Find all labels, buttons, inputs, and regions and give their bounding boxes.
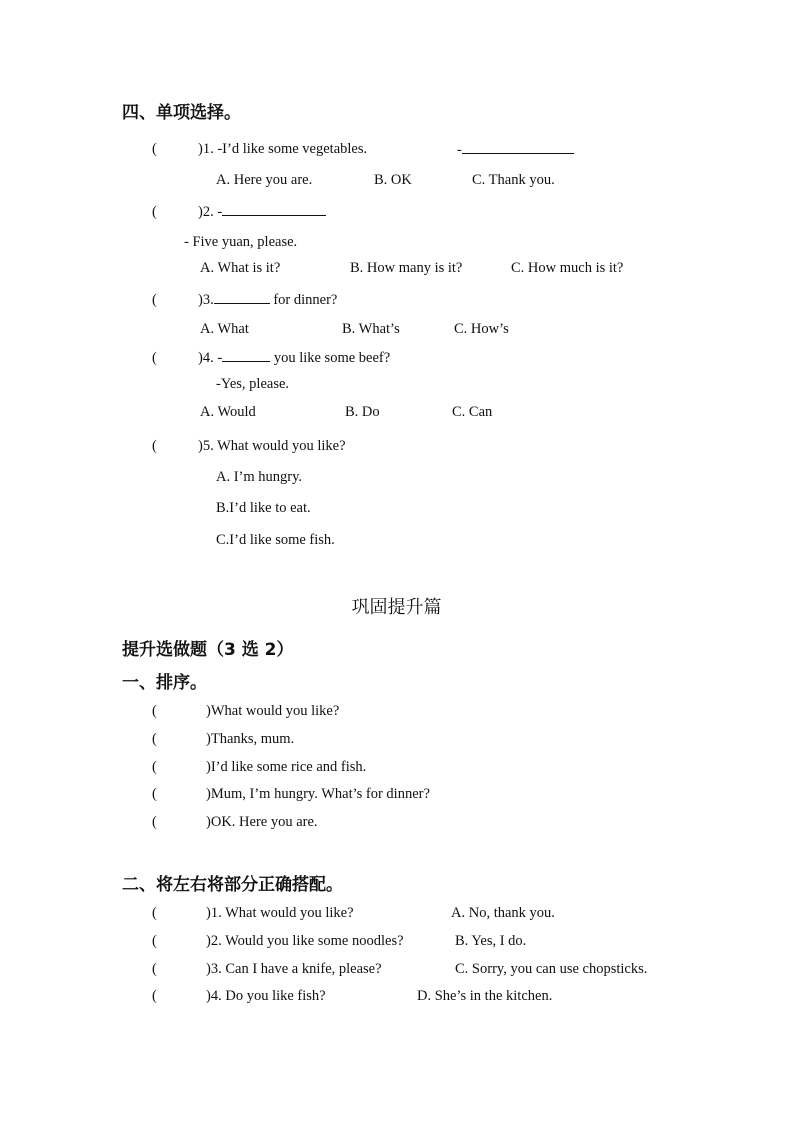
question-5: ( )5. What would you like? (152, 438, 346, 454)
list-item: ( )Thanks, mum. (152, 731, 295, 747)
answer-paren[interactable]: ( (152, 933, 157, 949)
q3-option-c: C. How’s (454, 321, 509, 337)
list-item: ( )I’d like some rice and fish. (152, 759, 367, 775)
question-2-reply: - Five yuan, please. (184, 234, 298, 250)
q3-option-a: A. What (200, 321, 249, 337)
q5-option-c: C.I’d like some fish. (216, 532, 335, 548)
section-4-title: 四、单项选择。 (122, 103, 241, 123)
match-right-item: C. Sorry, you can use chopsticks. (455, 961, 648, 977)
q2-option-a: A. What is it? (200, 260, 281, 276)
question-1: ( )1. -I’d like some vegetables. (152, 141, 368, 157)
answer-paren[interactable]: ( (152, 961, 157, 977)
question-1-reply: - (457, 141, 574, 159)
q5-option-b: B.I’d like to eat. (216, 500, 311, 516)
q3-option-b: B. What’s (342, 321, 400, 337)
match-left-item: ( )2. Would you like some noodles? (152, 933, 404, 949)
match-right-item: A. No, thank you. (451, 905, 555, 921)
q4-option-a: A. Would (200, 404, 256, 420)
q2-option-c: C. How much is it? (511, 260, 624, 276)
match-left-item: ( )4. Do you like fish? (152, 988, 326, 1004)
question-blank[interactable] (214, 291, 270, 304)
answer-paren[interactable]: ( (152, 141, 157, 157)
answer-paren[interactable]: ( (152, 438, 157, 454)
question-blank[interactable] (222, 203, 326, 216)
consolidate-title: 巩固提升篇 (351, 597, 442, 618)
question-4-reply: -Yes, please. (216, 376, 290, 392)
question-1-text: 1. -I’d like some vegetables. (202, 141, 368, 157)
q2-option-b: B. How many is it? (350, 260, 463, 276)
q1-option-b: B. OK (374, 172, 412, 188)
q5-option-a: A. I’m hungry. (216, 469, 303, 485)
answer-paren[interactable]: ( (152, 814, 157, 830)
answer-paren[interactable]: ( (152, 731, 157, 747)
match-left-item: ( )3. Can I have a knife, please? (152, 961, 382, 977)
section-2-title: 二、将左右将部分正确搭配。 (122, 875, 343, 895)
list-item: ( )OK. Here you are. (152, 814, 318, 830)
list-item: ( )Mum, I’m hungry. What’s for dinner? (152, 786, 430, 802)
answer-paren[interactable]: ( (152, 350, 157, 366)
q1-option-c: C. Thank you. (472, 172, 555, 188)
question-2-text: 2. - (202, 204, 223, 220)
q1-option-a: A. Here you are. (216, 172, 313, 188)
answer-paren[interactable]: ( (152, 786, 157, 802)
answer-paren[interactable]: ( (152, 292, 157, 308)
match-right-item: B. Yes, I do. (455, 933, 527, 949)
answer-paren[interactable]: ( (152, 204, 157, 220)
match-left-item: ( )1. What would you like? (152, 905, 354, 921)
list-item: ( )What would you like? (152, 703, 340, 719)
q4-option-b: B. Do (345, 404, 380, 420)
section-1-title: 一、排序。 (122, 673, 207, 693)
reply-blank[interactable] (462, 141, 574, 154)
question-4: ( )4. - you like some beef? (152, 350, 391, 366)
answer-paren[interactable]: ( (152, 905, 157, 921)
question-5-text: 5. What would you like? (202, 438, 346, 454)
question-3: ( )3. for dinner? (152, 292, 338, 308)
answer-paren[interactable]: ( (152, 703, 157, 719)
consolidate-subtitle: 提升选做题（3 选 2） (122, 640, 294, 660)
match-right-item: D. She’s in the kitchen. (417, 988, 553, 1004)
q4-option-c: C. Can (452, 404, 493, 420)
answer-paren[interactable]: ( (152, 759, 157, 775)
answer-paren[interactable]: ( (152, 988, 157, 1004)
question-2: ( )2. - (152, 203, 326, 221)
question-blank[interactable] (222, 349, 270, 362)
